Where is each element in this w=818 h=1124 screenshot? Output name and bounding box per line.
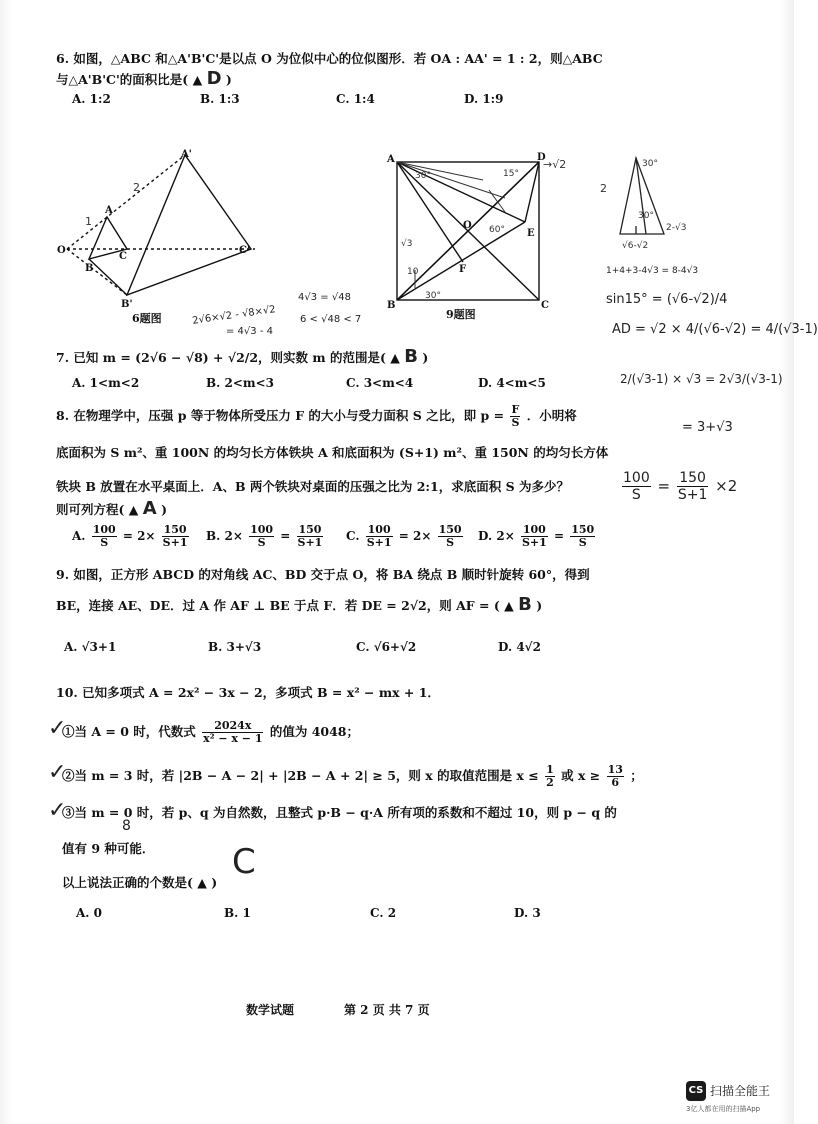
q10-statement-1: ①当 A = 0 时，代数式 $\frac{2024x}{\text{x² − x − 1}}$ 的值为 4048； [62, 719, 359, 745]
q10-handwritten-answer: C [232, 842, 256, 882]
triangle-mark: ▲ [504, 598, 514, 613]
check-mark-2: ✓ [48, 760, 67, 785]
q9-line1: 9. 如图，正方形 ABCD 的对角线 AC、BD 交于点 O，将 BA 绕点 B 顺时针旋转 60°，得到 [56, 567, 590, 582]
handwritten-calc-1: 2√6×√2 - √8×√2 [191, 304, 277, 327]
side-calc-5: = 3+√3 [682, 420, 733, 435]
q6-line1: 6. 如图，△ABC 和△A'B'C'是以点 O 为位似中心的位似图形．若 OA : AA' = 1 : 2，则△ABC [56, 51, 603, 66]
fig9-label-e: E [527, 228, 535, 239]
side-note-root6-root2: √6-√2 [622, 241, 649, 251]
q6-paren-close: ) [225, 72, 232, 87]
check-mark-1: ✓ [48, 716, 67, 741]
q10-option-a: A. 0 [76, 906, 103, 920]
fig6-label-b: B [85, 263, 94, 274]
figure-6 [55, 145, 265, 315]
q8-option-a: A. $\frac{100}{S}$ = 2× $\frac{150}{S+1}$ [72, 523, 188, 549]
fig9-label-b: B [387, 300, 396, 311]
q8-line2: 底面积为 S m²、重 100N 的均匀长方体铁块 A 和底面积为 (S+1) m²、重 150N 的均匀长方体 [56, 445, 609, 460]
q10-statement-3a: ③当 m = 0 时，若 p、q 为自然数，且整式 p·B − q·A 所有项的系数和不超过 10，则 p − q 的 [62, 805, 617, 820]
fig9-note-30a: 30° [415, 171, 431, 181]
side-calc-1: 1+4+3-4√3 = 8-4√3 [606, 266, 699, 276]
fig6-label-o: O [57, 245, 66, 256]
handwritten-calc-3: = 4√3 - 4 [226, 326, 273, 337]
q6-line2 [56, 70, 232, 89]
fig9-note-arrow: →√2 [543, 158, 567, 171]
q8-option-b: B. 2× $\frac{100}{S}$ = $\frac{150}{S+1}$ [206, 523, 323, 549]
q10-final: 以上说法正确的个数是( ▲ ) [62, 875, 218, 890]
fig9-label-d: D [537, 152, 546, 163]
q6-option-a: A. 1:2 [72, 92, 111, 106]
q10-handwritten-8: 8 [122, 818, 131, 834]
footer-page-number: 第 2 页 共 7 页 [344, 1003, 430, 1017]
q7-prompt: 7. 已知 m = (2√6 − √8) + √2/2，则实数 m 的范围是( [56, 350, 386, 365]
side-note-30b: 30° [638, 211, 654, 221]
fig6-label-b2: B' [121, 299, 133, 310]
q6-option-d: D. 1:9 [464, 92, 504, 106]
fig9-note-root3: √3 [401, 239, 413, 249]
side-calc-2: sin15° = (√6-√2)/4 [606, 292, 728, 307]
q7-stem [56, 348, 428, 367]
q8-handwritten-equation: $\frac{100}{S}$ = $\frac{150}{S+1}$ ×2 [623, 470, 738, 503]
fig9-note-10: 10 [407, 267, 419, 277]
side-calc-3: AD = √2 × 4/(√6-√2) = 4/(√3-1) [612, 322, 818, 337]
side-note-30a: 30° [642, 159, 658, 169]
q7-option-c: C. 3<m<4 [346, 376, 414, 390]
fig9-note-60: 60° [489, 225, 505, 235]
triangle-mark: ▲ [128, 502, 139, 517]
q9-option-c: C. √6+√2 [356, 640, 417, 654]
side-note-2-root3: 2-√3 [666, 223, 687, 233]
fig6-note-2: 2 [133, 181, 140, 194]
fig6-label-c2: C' [239, 245, 251, 256]
fig9-note-30b: 30° [425, 291, 441, 301]
fig6-label-a: A [105, 205, 113, 216]
q9-line2: BE，连接 AE、DE．过 A 作 AF ⊥ BE 于点 F．若 DE = 2√2，则 AF = ( ▲ B ) [56, 594, 543, 615]
fig9-label-c: C [541, 300, 549, 311]
fig6-caption: 6题图 [132, 312, 162, 325]
q8-line4: 则可列方程( ▲ A ) [56, 498, 167, 519]
q10-option-d: D. 3 [514, 906, 541, 920]
fig6-label-c: C [119, 251, 127, 262]
side-sketch-triangle [600, 152, 710, 252]
q8-handwritten-answer: A [142, 498, 157, 519]
handwritten-calc-2: 4√3 = √48 [298, 292, 351, 303]
q10-statement-2: ②当 m = 3 时，若 |2B − A − 2| + |2B − A + 2| ≥ 5，则 x 的取值范围是 x ≤ $\frac{1}{2}$ 或 x ≥ $\frac{13}{6}$ ； [62, 763, 643, 789]
q6-option-c: C. 1:4 [336, 92, 375, 106]
check-mark-3: ✓ [48, 798, 67, 823]
q7-option-a: A. 1<m<2 [72, 376, 140, 390]
q8-pressure-fraction: $\frac{F}{S}$ [511, 403, 520, 429]
q6-option-b: B. 1:3 [200, 92, 240, 106]
fig9-label-f: F [459, 264, 467, 275]
side-note-2: 2 [600, 182, 607, 195]
fig6-note-1: 1 [85, 215, 92, 228]
q10-statement-3b: 值有 9 种可能． [62, 841, 155, 856]
fig9-note-15: 15° [503, 169, 519, 179]
q7-handwritten-answer: B [404, 346, 418, 367]
side-calc-4: 2/(√3-1) × √3 = 2√3/(√3-1) [620, 372, 783, 386]
q8-option-d: D. 2× $\frac{100}{S+1}$ = $\frac{150}{S}$ [478, 523, 595, 549]
q8-line1: 8. 在物理学中，压强 p 等于物体所受压力 F 的大小与受力面积 S 之比，即 p = $\frac{F}{S}$ ．小明将 [56, 403, 577, 429]
q9-option-a: A. √3+1 [64, 640, 117, 654]
q7-option-d: D. 4<m<5 [478, 376, 546, 390]
q6-prompt: 与△A'B'C'的面积比是( [56, 72, 189, 87]
fig9-label-o: O [463, 220, 472, 231]
handwritten-calc-4: 6 < √48 < 7 [300, 314, 362, 325]
scanner-logo-icon: CS [686, 1081, 706, 1101]
q9-handwritten-answer: B [518, 594, 532, 615]
q6-handwritten-answer: D [206, 68, 222, 89]
fig6-label-a2: A' [181, 149, 192, 160]
triangle-mark: ▲ [390, 350, 400, 365]
q7-paren-close: ) [422, 350, 429, 365]
q9-option-d: D. 4√2 [498, 640, 541, 654]
q10-line1: 10. 已知多项式 A = 2x² − 3x − 2，多项式 B = x² − mx + 1． [56, 685, 440, 700]
scanner-tagline: 3亿人都在用的扫描App [686, 1105, 761, 1113]
q9-option-b: B. 3+√3 [208, 640, 262, 654]
triangle-mark: ▲ [197, 875, 207, 890]
q8-line3: 铁块 B 放置在水平桌面上．A、B 两个铁块对桌面的压强之比为 2:1，求底面积 S 为多少？ [56, 479, 569, 494]
q7-option-b: B. 2<m<3 [206, 376, 275, 390]
fig9-caption: 9题图 [446, 308, 476, 321]
q8-option-c: C. $\frac{100}{S+1}$ = 2× $\frac{150}{S}$ [346, 523, 462, 549]
triangle-mark: ▲ [192, 72, 203, 87]
scanner-brand: 扫描全能王 [710, 1084, 771, 1098]
figure-9 [385, 150, 575, 310]
footer-subject: 数学试题 [246, 1003, 295, 1017]
fig9-label-a: A [387, 154, 395, 165]
q10-option-b: B. 1 [224, 906, 251, 920]
q10-option-c: C. 2 [370, 906, 397, 920]
